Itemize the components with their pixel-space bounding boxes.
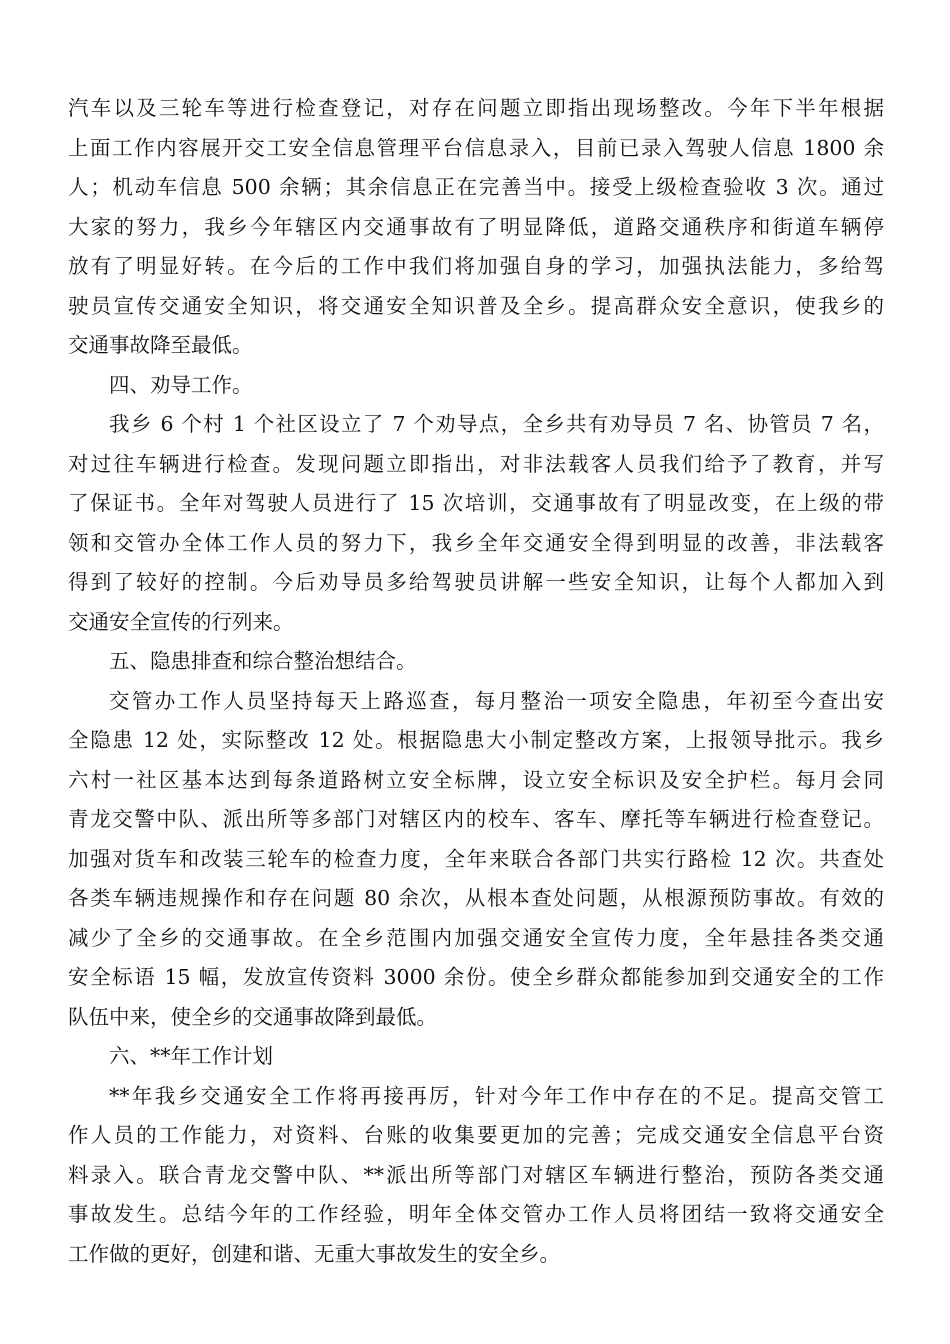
text-line: 加强对货车和改装三轮车的检查力度，全年来联合各部门共实行路检 12 次。共查处: [68, 846, 884, 871]
text-line: 交通事故降至最低。: [68, 333, 253, 357]
section-heading-6: 六、**年工作计划: [109, 1044, 273, 1068]
text-line: 料录入。联合青龙交警中队、**派出所等部门对辖区车辆进行整治，预防各类交通: [68, 1162, 884, 1187]
text-line: 汽车以及三轮车等进行检查登记，对存在问题立即指出现场整改。今年下半年根据: [68, 96, 884, 120]
paragraph-continuation: [68, 89, 884, 366]
text-line: 大家的努力，我乡今年辖区内交通事故有了明显降低，道路交通秩序和街道车辆停: [68, 214, 884, 239]
text-line: 人；机动车信息 500 余辆；其余信息正在完善当中。接受上级检查验收 3 次。通过: [68, 175, 884, 199]
text-line: 事故发生。总结今年的工作经验，明年全体交管办工作人员将团结一致将交通安全: [68, 1202, 884, 1226]
text-line: 了保证书。全年对驾驶人员进行了 15 次培训，交通事故有了明显改变，在上级的带: [68, 491, 884, 515]
text-line: 六村一社区基本达到每条道路树立安全标牌，设立安全标识及安全护栏。每月会同: [68, 767, 884, 792]
text-line: 我乡 6 个村 1 个社区设立了 7 个劝导点，全乡共有劝导员 7 名、协管员 7 名，: [109, 412, 884, 436]
text-line: 交通安全宣传的行列来。: [68, 609, 294, 634]
text-line: 工作做的更好，创建和谐、无重大事故发生的安全乡。: [68, 1241, 560, 1266]
section-heading-5: 五、隐患排查和综合整治想结合。: [109, 649, 417, 673]
text-line: **年我乡交通安全工作将再接再厉，针对今年工作中存在的不足。提高交管工: [109, 1083, 884, 1108]
text-line: 各类车辆违规操作和存在问题 80 余次，从根本查处问题，从根源预防事故。有效的: [68, 886, 884, 910]
text-line: 减少了全乡的交通事故。在全乡范围内加强交通安全宣传力度，全年悬挂各类交通: [68, 925, 884, 950]
section-heading-4: 四、劝导工作。: [109, 372, 253, 397]
text-line: 安全标语 15 幅，发放宣传资料 3000 余份。使全乡群众都能参加到交通安全的工作: [68, 965, 884, 989]
text-line: 作人员的工作能力，对资料、台账的收集要更加的完善；完成交通安全信息平台资: [68, 1123, 884, 1147]
text-line: 对过往车辆进行检查。发现问题立即指出，对非法载客人员我们给予了教育，并写: [68, 451, 884, 476]
paragraph-persuasion-work: [68, 405, 884, 642]
text-line: 交管办工作人员坚持每天上路巡查，每月整治一项安全隐患，年初至今查出安: [109, 688, 884, 713]
paragraph-work-plan: [68, 1077, 884, 1275]
text-line: 队伍中来，使全乡的交通事故降到最低。: [68, 1004, 437, 1029]
text-line: 青龙交警中队、派出所等多部门对辖区内的校车、客车、摩托等车辆进行检查登记。: [68, 807, 884, 831]
text-line: 全隐患 12 处，实际整改 12 处。根据隐患大小制定整改方案，上报领导批示。我乡: [68, 728, 884, 752]
text-line: 放有了明显好转。在今后的工作中我们将加强自身的学习，加强执法能力，多给驾: [68, 254, 884, 278]
text-line: 上面工作内容展开交工安全信息管理平台信息录入，目前已录入驾驶人信息 1800 余: [68, 135, 884, 160]
paragraph-hazard-inspection: [68, 682, 884, 1038]
text-line: 得到了较好的控制。今后劝导员多给驾驶员讲解一些安全知识，让每个人都加入到: [68, 570, 884, 594]
text-line: 领和交管办全体工作人员的努力下，我乡全年交通安全得到明显的改善，非法载客: [68, 530, 884, 555]
text-line: 驶员宣传交通安全知识，将交通安全知识普及全乡。提高群众安全意识，使我乡的: [68, 293, 884, 318]
document-page: [68, 89, 884, 1274]
